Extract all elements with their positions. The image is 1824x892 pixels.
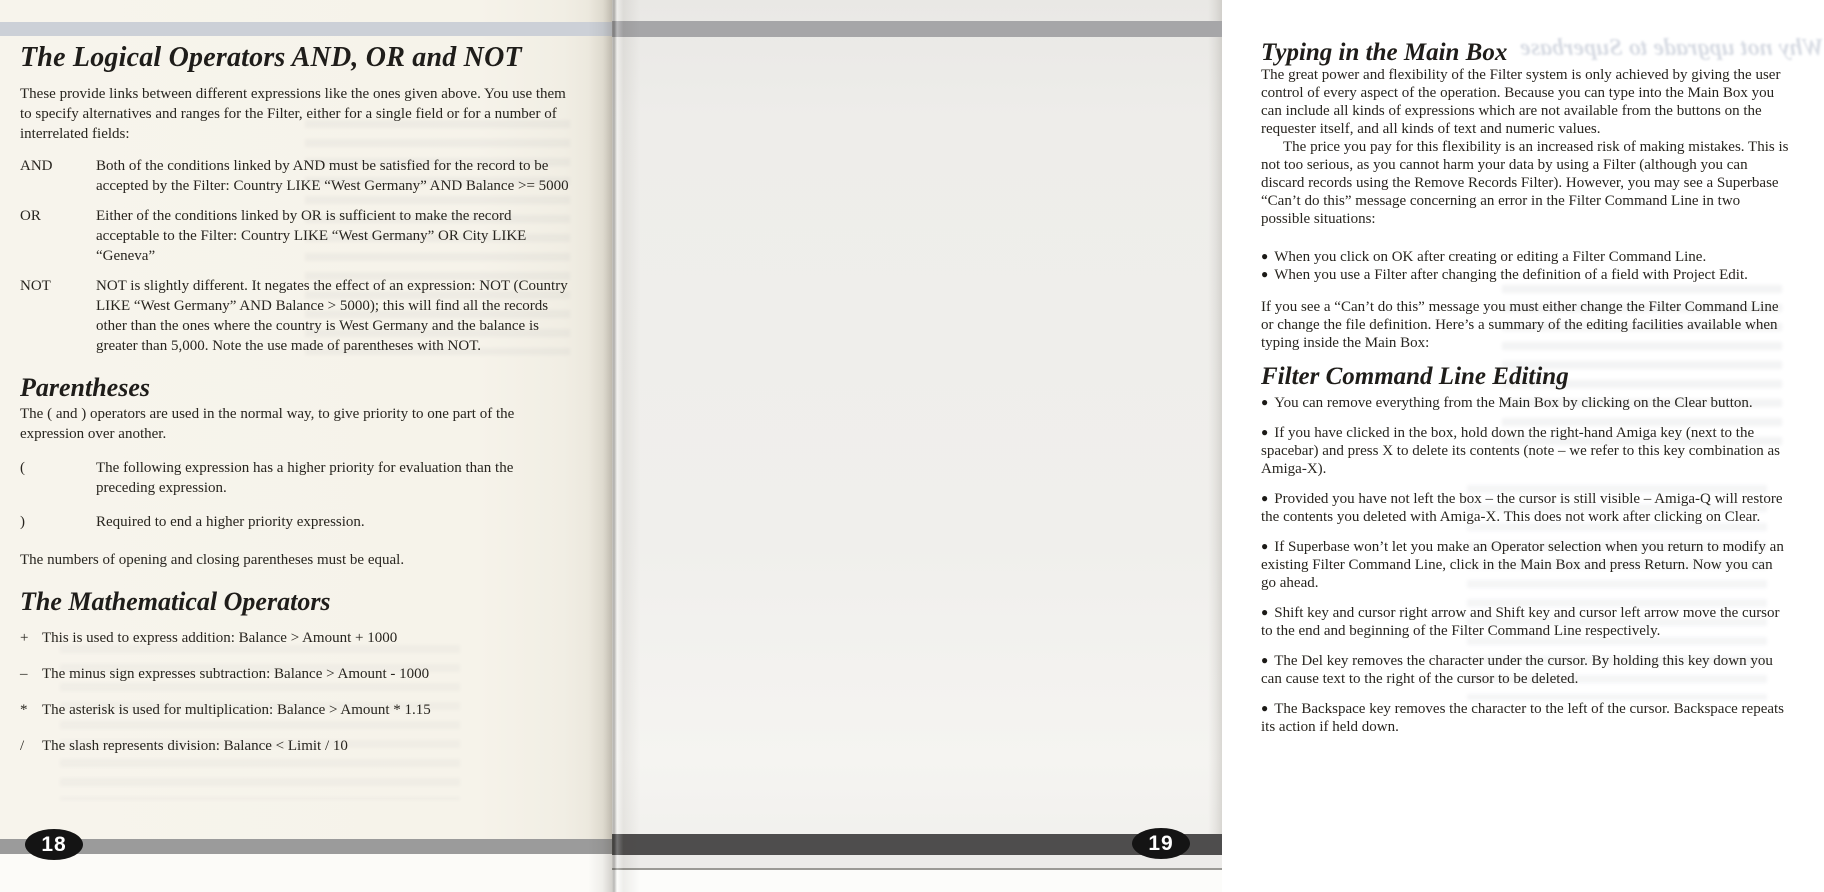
definition-description: NOT is slightly different. It negates the effect of an expression: NOT (Country LIKE “West Germany” AND Balance > 5000); this will find all the records other than the ones where the country is West Germany and the balance is greater than 5,000. Note the use made of parentheses with NOT.	[96, 278, 568, 354]
paragraph: The price you pay for this flexibility is an increased risk of making mistakes. This is not too serious, as you cannot harm your data by using a Filter (although you can discard records using the Remove Records Filter). However, you may see a Superbase “Can’t do this” message concerning an error in the Filter Command Line in two possible situations:	[1261, 139, 1789, 227]
section-heading-logical-operators: The Logical Operators AND, OR and NOT	[20, 42, 522, 73]
definition-term: (	[20, 460, 25, 476]
bottom-rule-right-page	[612, 834, 1222, 855]
bullet-icon: ●	[1261, 249, 1269, 263]
showthrough-ghost-heading: Why not upgrade to Superbase	[1519, 35, 1824, 61]
bullet-text: When you click on OK after creating or editing a Filter Command Line.	[1274, 249, 1707, 265]
definition-description: Both of the conditions linked by AND must be satisfied for the record to be accepted by the Filter: Country LIKE “West Germany” AND Balance >= 5000	[96, 158, 569, 194]
list-item	[1261, 538, 1789, 592]
page-bottom-edge-right	[612, 855, 1222, 892]
bullet-icon: ●	[1261, 701, 1269, 715]
paragraph: These provide links between different expressions like the ones given above. You use them to specify alternatives and ranges for the Filter, either for a single field or for a number of interrelated fields:	[20, 86, 566, 142]
definition-description: The following expression has a higher priority for evaluation than the preceding expression.	[96, 460, 514, 496]
list-item	[1261, 700, 1789, 736]
definition-term: OR	[20, 208, 41, 224]
page-bottom-edge-left	[0, 854, 612, 892]
definition-description: This is used to express addition: Balance > Amount + 1000	[42, 630, 398, 646]
definition-description: The slash represents division: Balance < Limit / 10	[42, 738, 348, 754]
definition-term: NOT	[20, 278, 51, 294]
page-number-badge: 18	[25, 829, 83, 860]
list-item	[1261, 652, 1789, 688]
bullet-text: When you use a Filter after changing the definition of a field with Project Edit.	[1274, 267, 1748, 283]
definition-description: Required to end a higher priority expression.	[96, 514, 365, 530]
math-operator-definitions	[20, 628, 576, 756]
left-text-column	[20, 42, 576, 756]
paragraph: If you see a “Can’t do this” message you must either change the Filter Command Line or change the file definition. Here’s a summary of the editing facilities available when typing inside the Main Box:	[1261, 299, 1779, 351]
bullet-text: If you have clicked in the box, hold down the right-hand Amiga key (next to the spacebar) and press X to delete its contents (note – we refer to this key combination as Amiga-X).	[1261, 425, 1781, 477]
section-heading-parentheses: Parentheses	[20, 373, 150, 402]
bullet-icon: ●	[1261, 653, 1269, 667]
list-item	[1261, 424, 1789, 478]
section-heading-filter-command-line-editing: Filter Command Line Editing	[1261, 363, 1569, 390]
list-item	[1261, 604, 1789, 640]
paragraph: The great power and flexibility of the Filter system is only achieved by giving the user control of every aspect of the operation. Because you can type into the Main Box you can include all kinds of expressions which are not available from the buttons on the requester itself, and all kinds of text and numeric values.	[1261, 67, 1781, 137]
bullet-icon: ●	[1261, 491, 1269, 505]
definition-description: The asterisk is used for multiplication: Balance > Amount * 1.15	[42, 702, 431, 718]
definition-description: The minus sign expresses subtraction: Balance > Amount - 1000	[42, 666, 430, 682]
logical-operator-definitions	[20, 156, 576, 356]
bullet-icon: ●	[1261, 539, 1269, 553]
definition-description: Either of the conditions linked by OR is sufficient to make the record acceptable to the Filter: Country LIKE “West Germany” OR City LIKE “Geneva”	[96, 208, 527, 264]
page-number-badge: 19	[1132, 828, 1190, 859]
list-item	[1261, 394, 1789, 412]
list-item	[1261, 490, 1789, 526]
bullet-text: The Del key removes the character under the cursor. By holding this key down you can cause text to the right of the cursor to be deleted.	[1261, 653, 1773, 687]
bullet-text: Provided you have not left the box – the cursor is still visible – Amiga-Q will restore the contents you deleted with Amiga-X. This does not work after clicking on Clear.	[1261, 491, 1783, 525]
bullet-text: You can remove everything from the Main Box by clicking on the Clear button.	[1274, 395, 1753, 411]
bottom-rule-left-page	[0, 839, 612, 854]
list-item	[1261, 248, 1789, 266]
bullet-icon: ●	[1261, 425, 1269, 439]
bullet-icon: ●	[1261, 605, 1269, 619]
right-text-column	[1261, 39, 1789, 748]
list-item	[1261, 266, 1789, 284]
page-right	[612, 0, 1824, 892]
definition-term: /	[20, 738, 25, 754]
definition-term: +	[20, 630, 29, 646]
bullet-text: Shift key and cursor right arrow and Shift key and cursor left arrow move the cursor to the end and beginning of the Filter Command Line respectively.	[1261, 605, 1780, 639]
paragraph: The ( and ) operators are used in the normal way, to give priority to one part of the expression over another.	[20, 406, 515, 442]
parentheses-definitions	[20, 458, 576, 532]
top-rule-left-page	[0, 22, 612, 36]
bullet-icon: ●	[1261, 267, 1269, 281]
bullet-text: If Superbase won’t let you make an Operator selection when you return to modify an existing Filter Command Line, click in the Main Box and press Return. Now you can go ahead.	[1261, 539, 1784, 591]
definition-term: )	[20, 514, 25, 530]
bullet-icon: ●	[1261, 395, 1269, 409]
paragraph: The numbers of opening and closing parentheses must be equal.	[20, 552, 405, 568]
bullet-text: The Backspace key removes the character to the left of the cursor. Backspace repeats its action if held down.	[1261, 701, 1785, 735]
section-heading-mathematical-operators: The Mathematical Operators	[20, 587, 331, 616]
definition-term: –	[20, 666, 28, 682]
page-left	[0, 0, 612, 892]
top-rule-right-page	[612, 21, 1222, 37]
section-heading-typing-main-box: Typing in the Main Box	[1261, 39, 1508, 66]
definition-term: *	[20, 702, 28, 718]
definition-term: AND	[20, 158, 53, 174]
